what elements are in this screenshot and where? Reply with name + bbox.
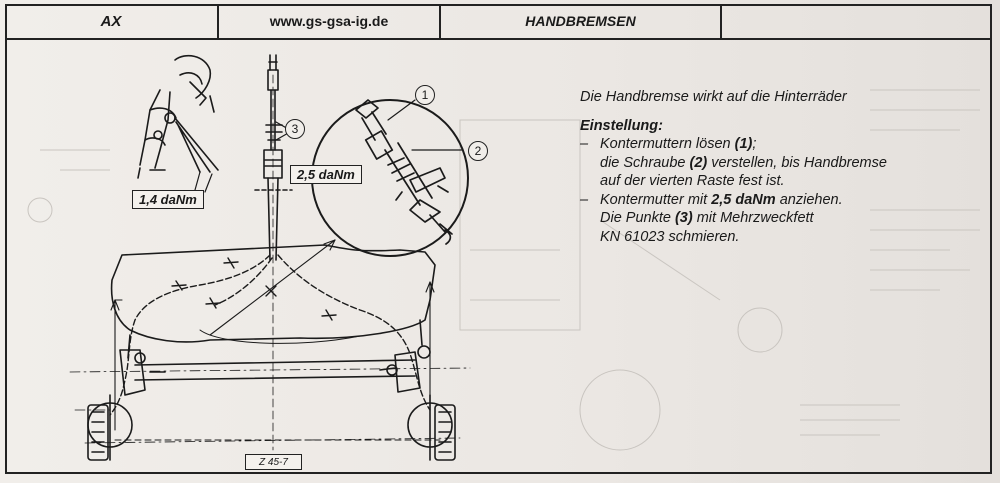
instructions-text	[580, 88, 980, 246]
bullet-dash: –	[580, 136, 589, 152]
header-title: HANDBREMSEN	[441, 4, 722, 38]
section-title: Einstellung:	[580, 117, 663, 134]
torque-label-left: 1,4 daNm	[132, 190, 204, 209]
step-2-line-2: Die Punkte (3) mit Mehrzweckfett	[600, 210, 814, 226]
step-1-line-3: auf der vierten Raste fest ist.	[600, 173, 785, 189]
step-2-line-1: Kontermutter mit 2,5 daNm anziehen.	[600, 191, 843, 208]
brake-cables	[110, 255, 430, 415]
header-website: www.gs-gsa-ig.de	[219, 4, 441, 38]
hand-lever-detail	[138, 56, 218, 178]
torque-label-mid: 2,5 daNm	[290, 165, 362, 184]
bullet-dash: –	[580, 191, 589, 208]
intro-line: Die Handbremse wirkt auf die Hinterräder	[580, 89, 847, 105]
callout-3: 3	[285, 119, 305, 139]
step-2-line-3: KN 61023 schmieren.	[600, 228, 740, 245]
figure-reference: Z 45-7	[245, 454, 302, 470]
rear-axle	[70, 346, 470, 395]
callout-2: 2	[468, 141, 488, 161]
callout-1: 1	[415, 85, 435, 105]
step-1-line-1: Kontermuttern lösen (1);	[600, 136, 757, 152]
step-1	[580, 135, 980, 191]
step-2	[580, 191, 980, 247]
left-wheel-drum	[88, 395, 132, 460]
right-wheel-drum	[408, 395, 455, 460]
step-1-line-2: die Schraube (2) verstellen, bis Handbremse	[600, 154, 887, 171]
header-model: AX	[5, 4, 219, 38]
brake-rod	[255, 55, 292, 450]
